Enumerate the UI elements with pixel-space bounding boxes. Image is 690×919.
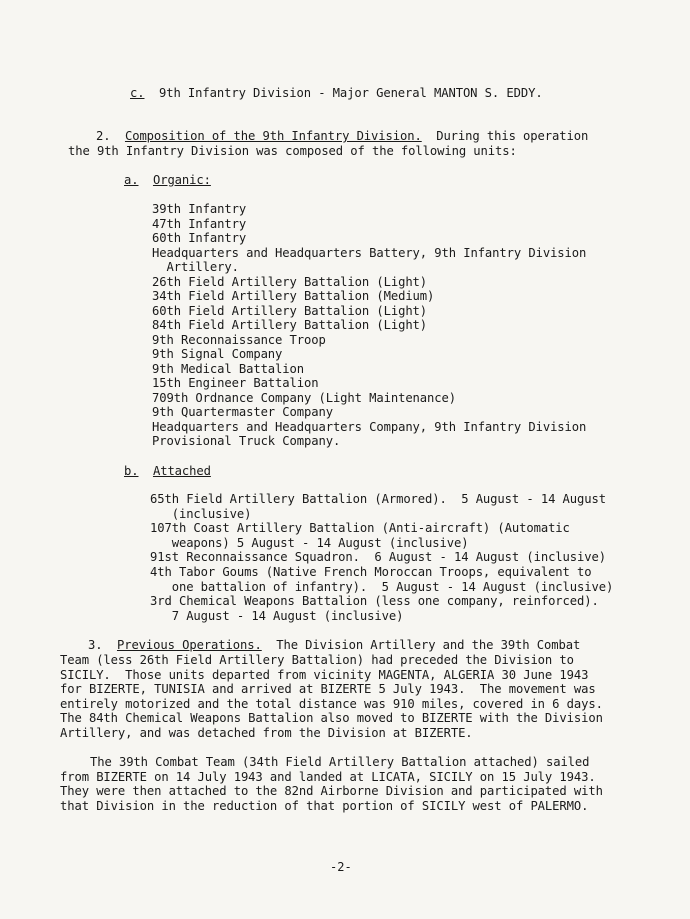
section-3-title: Previous Operations. [116, 638, 262, 652]
text-line: 60th Field Artillery Battalion (Light) [152, 303, 428, 318]
text-line: 84th Field Artillery Battalion (Light) [152, 318, 428, 332]
section-2-intro-1: During this operation [436, 129, 589, 143]
attached-letter: b. [124, 464, 139, 478]
text-line: 709th Ordnance Company (Light Maintenance) [152, 390, 456, 405]
text-line: weapons) 5 August - 14 August (inclusive) [150, 535, 469, 550]
attached-heading [124, 464, 211, 478]
text-line: Artillery, and was detached from the Division at BIZERTE. [60, 726, 473, 740]
text-line: 39th Infantry [152, 202, 247, 216]
section-2-number: 2. [96, 129, 111, 143]
text-line: 7 August - 14 August (inclusive) [150, 608, 404, 623]
text-line: one battalion of infantry). 5 August - 14 August (inclusive) [150, 579, 614, 594]
section-2-intro-2: the 9th Infantry Division was composed of the following units: [68, 144, 517, 158]
text-line: Headquarters and Headquarters Battery, 9th Infantry Division [152, 245, 587, 260]
text-line: that Division in the reduction of that portion of SICILY west of PALERMO. [60, 798, 589, 813]
text-line: 91st Reconnaissance Squadron. 6 August - 14 August (inclusive) [150, 550, 606, 565]
section-c-text: 9th Infantry Division - Major General MANTON S. EDDY. [158, 86, 543, 100]
text-line: 9th Medical Battalion [152, 361, 304, 376]
text-line: Artillery. [152, 260, 239, 274]
text-line: Headquarters and Headquarters Company, 9th Infantry Division [152, 419, 587, 434]
organic-label: Organic: [152, 173, 211, 187]
text-line: 34th Field Artillery Battalion (Medium) [152, 289, 435, 303]
text-line: 4th Tabor Goums (Native French Moroccan Troops, equivalent to [150, 565, 592, 579]
page-number: -2- [330, 860, 352, 874]
text-line: 3rd Chemical Weapons Battalion (less one company, reinforced). [150, 594, 599, 609]
text-line: entirely motorized and the total distance was 910 miles, covered in 6 days. [60, 696, 603, 711]
text-line: (inclusive) [150, 506, 252, 521]
section-3-title-line [88, 638, 580, 652]
text-line: The 39th Combat Team (34th Field Artillery Battalion attached) sailed [90, 755, 590, 769]
section-2-title: Composition of the 9th Infantry Division. [124, 129, 422, 143]
text-line: 107th Coast Artillery Battalion (Anti-aircraft) (Automatic [150, 521, 570, 536]
text-line: 60th Infantry [152, 231, 247, 245]
organic-letter: a. [124, 173, 139, 187]
text-line: 65th Field Artillery Battalion (Armored). 5 August - 14 August [150, 492, 606, 506]
section-3-p1-first: The Division Artillery and the 39th Combat [276, 638, 581, 652]
text-line: 15th Engineer Battalion [152, 376, 319, 390]
text-line: 9th Signal Company [152, 347, 283, 361]
text-line: 9th Quartermaster Company [152, 405, 333, 419]
section-c-heading [130, 86, 543, 100]
text-line: 26th Field Artillery Battalion (Light) [152, 274, 428, 289]
text-line: Provisional Truck Company. [152, 434, 341, 448]
section-3-number: 3. [88, 638, 103, 652]
attached-label: Attached [152, 464, 211, 478]
text-line: Team (less 26th Field Artillery Battalion) had preceded the Division to [60, 653, 574, 667]
text-line: 47th Infantry [152, 216, 247, 231]
text-line: They were then attached to the 82nd Airborne Division and participated with [60, 784, 603, 799]
text-line: SICILY. Those units departed from vicinity MAGENTA, ALGERIA 30 June 1943 [60, 667, 589, 682]
text-line: The 84th Chemical Weapons Battalion also moved to BIZERTE with the Division [60, 711, 603, 726]
section-2-title-line [96, 129, 588, 143]
text-line: 9th Reconnaissance Troop [152, 332, 326, 347]
text-line: for BIZERTE, TUNISIA and arrived at BIZERTE 5 July 1943. The movement was [60, 682, 596, 697]
text-line: from BIZERTE on 14 July 1943 and landed at LICATA, SICILY on 15 July 1943. [60, 769, 596, 784]
section-c-letter: c. [130, 86, 145, 100]
organic-heading [124, 173, 211, 187]
